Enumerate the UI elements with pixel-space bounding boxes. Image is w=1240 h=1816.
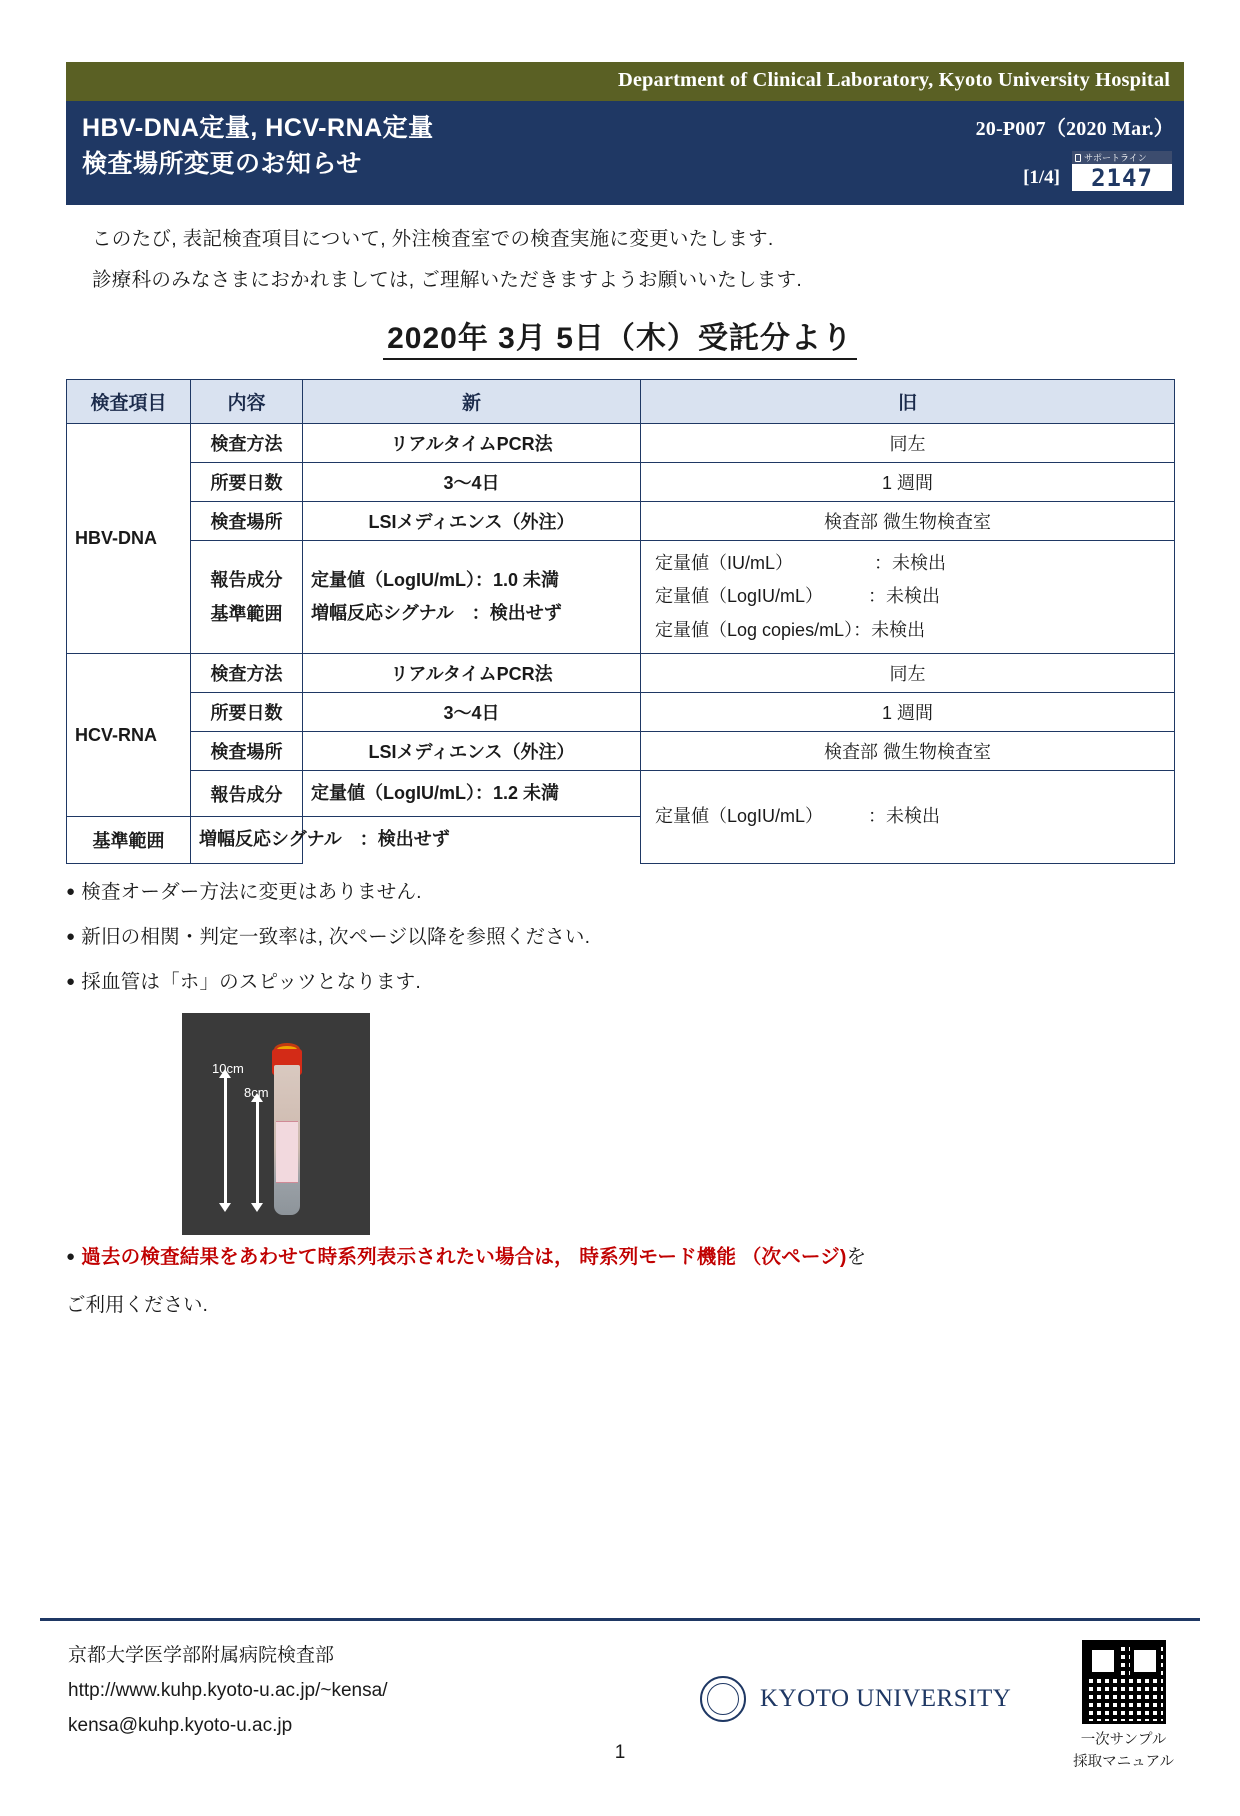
note-text-4-highlight: 過去の検査結果をあわせて時系列表示されたい場合は， 時系列モード機能 （次ページ) xyxy=(81,1246,847,1269)
header-meta-row xyxy=(976,149,1174,193)
note-item-3 xyxy=(66,968,1174,997)
bullet-dot-icon: ● xyxy=(66,882,76,900)
old-value-report-hcv xyxy=(641,771,1175,864)
qr-caption-line-2: 採取マニュアル xyxy=(1073,1753,1174,1770)
new-report-line-2: 増幅反応シグナル ：検出せず xyxy=(311,603,562,624)
new-report-hcv-line-1: 定量値（LogIU/mL）：1.2 未満 xyxy=(311,783,560,804)
old-report-line-3: 定量値（Log copies/mL）：未検出 xyxy=(655,619,926,640)
bullet-dot-icon: ● xyxy=(66,1248,76,1266)
row-label-report-hbv xyxy=(191,541,303,654)
title-banner xyxy=(66,101,1184,205)
row-label-report-hcv-1: 報告成分 xyxy=(191,771,303,817)
col-header-new: 新 xyxy=(303,380,641,424)
col-header-old: 旧 xyxy=(641,380,1175,424)
new-value-days-hcv: 3〜4日 xyxy=(303,693,641,732)
table-row xyxy=(67,693,1175,732)
new-value-place-hbv: LSIメディエンス（外注） xyxy=(303,502,641,541)
arrowhead-icon xyxy=(219,1203,231,1212)
col-header-content: 内容 xyxy=(191,380,303,424)
photo-caption-10cm: 10cm xyxy=(212,1061,244,1077)
measure-arrow-10cm xyxy=(224,1075,227,1209)
row-label-days-hbv: 所要日数 xyxy=(191,463,303,502)
university-logo xyxy=(700,1676,1011,1722)
old-value-place-hbv: 検査部 微生物検査室 xyxy=(641,502,1175,541)
old-report-hcv-line-1: 定量値（LogIU/mL） ：未検出 xyxy=(655,806,941,827)
note-item-2 xyxy=(66,923,1174,952)
intro-section xyxy=(66,225,1174,358)
note-text-1: 検査オーダー方法に変更はありません. xyxy=(81,880,422,903)
table-row xyxy=(67,541,1175,654)
qr-caption-line-1: 一次サンプル xyxy=(1080,1732,1167,1748)
department-banner: Department of Clinical Laboratory, Kyoto University Hospital xyxy=(66,62,1184,101)
intro-line-2: 診療科のみなさまにおかれましては, ご理解いただきますようお願いいたします. xyxy=(92,268,803,291)
page-title xyxy=(82,110,434,183)
bullet-dot-icon: ● xyxy=(66,927,76,945)
row-label-method-hbv: 検査方法 xyxy=(191,424,303,463)
row-label-report-line-1: 報告成分 xyxy=(210,569,283,590)
old-report-line-2: 定量値（LogIU/mL） ：未検出 xyxy=(655,586,941,607)
bullet-dot-icon: ● xyxy=(66,973,76,991)
document-code: 20-P007（2020 Mar.） xyxy=(975,117,1174,140)
new-value-method-hbv: リアルタイムPCR法 xyxy=(303,424,641,463)
item-name-hcv: HCV-RNA xyxy=(67,654,191,817)
table-row xyxy=(67,732,1175,771)
old-value-place-hcv: 検査部 微生物検査室 xyxy=(641,732,1175,771)
tube-label xyxy=(276,1121,298,1183)
note-item-4 xyxy=(66,1243,1174,1272)
title-line-1: HBV-DNA定量, HCV-RNA定量 xyxy=(82,113,434,142)
arrowhead-icon xyxy=(251,1203,263,1212)
new-value-place-hcv: LSIメディエンス（外注） xyxy=(303,732,641,771)
note-text-2: 新旧の相関・判定一致率は, 次ページ以降を参照ください. xyxy=(81,925,591,948)
footer-org: 京都大学医学部附属病院検査部 xyxy=(68,1645,335,1666)
footer-url[interactable]: http://www.kuhp.kyoto-u.ac.jp/~kensa/ xyxy=(68,1680,388,1702)
document-page xyxy=(0,62,1240,1816)
support-line-label: サポートライン xyxy=(1084,152,1147,163)
page-indicator: [1/4] xyxy=(1023,166,1060,188)
document-header xyxy=(66,62,1184,205)
page-number: 1 xyxy=(614,1742,626,1763)
table-header-row xyxy=(67,380,1175,424)
university-name: KYOTO UNIVERSITY xyxy=(760,1685,1012,1712)
university-seal-icon xyxy=(700,1676,746,1722)
footer-contact xyxy=(68,1638,387,1743)
table-row xyxy=(67,654,1175,693)
support-line-box xyxy=(1070,149,1174,193)
note-item-1 xyxy=(66,878,1174,907)
row-label-place-hcv: 検査場所 xyxy=(191,732,303,771)
footer-divider xyxy=(40,1618,1200,1621)
row-label-days-hcv: 所要日数 xyxy=(191,693,303,732)
new-value-method-hcv: リアルタイムPCR法 xyxy=(303,654,641,693)
intro-line-1: このたび, 表記検査項目について, 外注検査室での検査実施に変更いたします. xyxy=(92,227,774,250)
table-row xyxy=(67,424,1175,463)
note-item-4-continuation: ご利用ください. xyxy=(66,1293,208,1316)
new-value-days-hbv: 3〜4日 xyxy=(303,463,641,502)
footer-email[interactable]: kensa@kuhp.kyoto-u.ac.jp xyxy=(68,1715,293,1737)
row-label-place-hbv: 検査場所 xyxy=(191,502,303,541)
item-name-hbv: HBV-DNA xyxy=(67,424,191,654)
table-row xyxy=(67,463,1175,502)
photo-caption-8cm: 8cm xyxy=(244,1085,269,1101)
document-footer xyxy=(0,1628,1240,1816)
col-header-item: 検査項目 xyxy=(67,380,191,424)
support-line-number: 2147 xyxy=(1091,163,1153,192)
title-line-2: 検査場所変更のお知らせ xyxy=(82,149,362,178)
new-value-report-hcv-2 xyxy=(191,817,450,863)
new-value-report-hcv-1 xyxy=(303,771,641,817)
comparison-table xyxy=(66,379,1175,863)
measure-arrow-8cm xyxy=(256,1099,259,1209)
row-label-report-hcv-2: 基準範囲 xyxy=(67,817,191,863)
header-meta xyxy=(976,110,1174,193)
row-label-method-hcv: 検査方法 xyxy=(191,654,303,693)
phone-icon xyxy=(1075,154,1081,162)
old-value-days-hcv: 1 週間 xyxy=(641,693,1175,732)
old-value-method-hbv: 同左 xyxy=(641,424,1175,463)
table-row xyxy=(67,771,1175,817)
old-value-report-hbv xyxy=(641,541,1175,654)
note-text-4-tail: を xyxy=(846,1246,867,1269)
table-row xyxy=(67,502,1175,541)
effective-date xyxy=(66,313,1174,357)
old-report-line-1: 定量値（IU/mL） ：未検出 xyxy=(655,553,947,574)
old-value-method-hcv: 同左 xyxy=(641,654,1175,693)
new-report-line-1: 定量値（LogIU/mL）：1.0 未満 xyxy=(311,569,560,590)
qr-code-icon[interactable] xyxy=(1082,1640,1166,1724)
effective-date-text: 2020年 3月 5日（木）受託分より xyxy=(383,322,857,360)
notes-section xyxy=(66,878,1174,1317)
blood-tube-photo xyxy=(182,1013,370,1235)
support-line-label-row xyxy=(1072,151,1172,164)
new-value-report-hbv xyxy=(303,541,641,654)
note-text-3: 採血管は「ホ」のスピッツとなります. xyxy=(81,971,422,994)
row-label-report-line-2: 基準範囲 xyxy=(210,604,283,625)
old-value-days-hbv: 1 週間 xyxy=(641,463,1175,502)
new-report-hcv-line-2: 増幅反応シグナル ：検出せず xyxy=(199,829,450,850)
